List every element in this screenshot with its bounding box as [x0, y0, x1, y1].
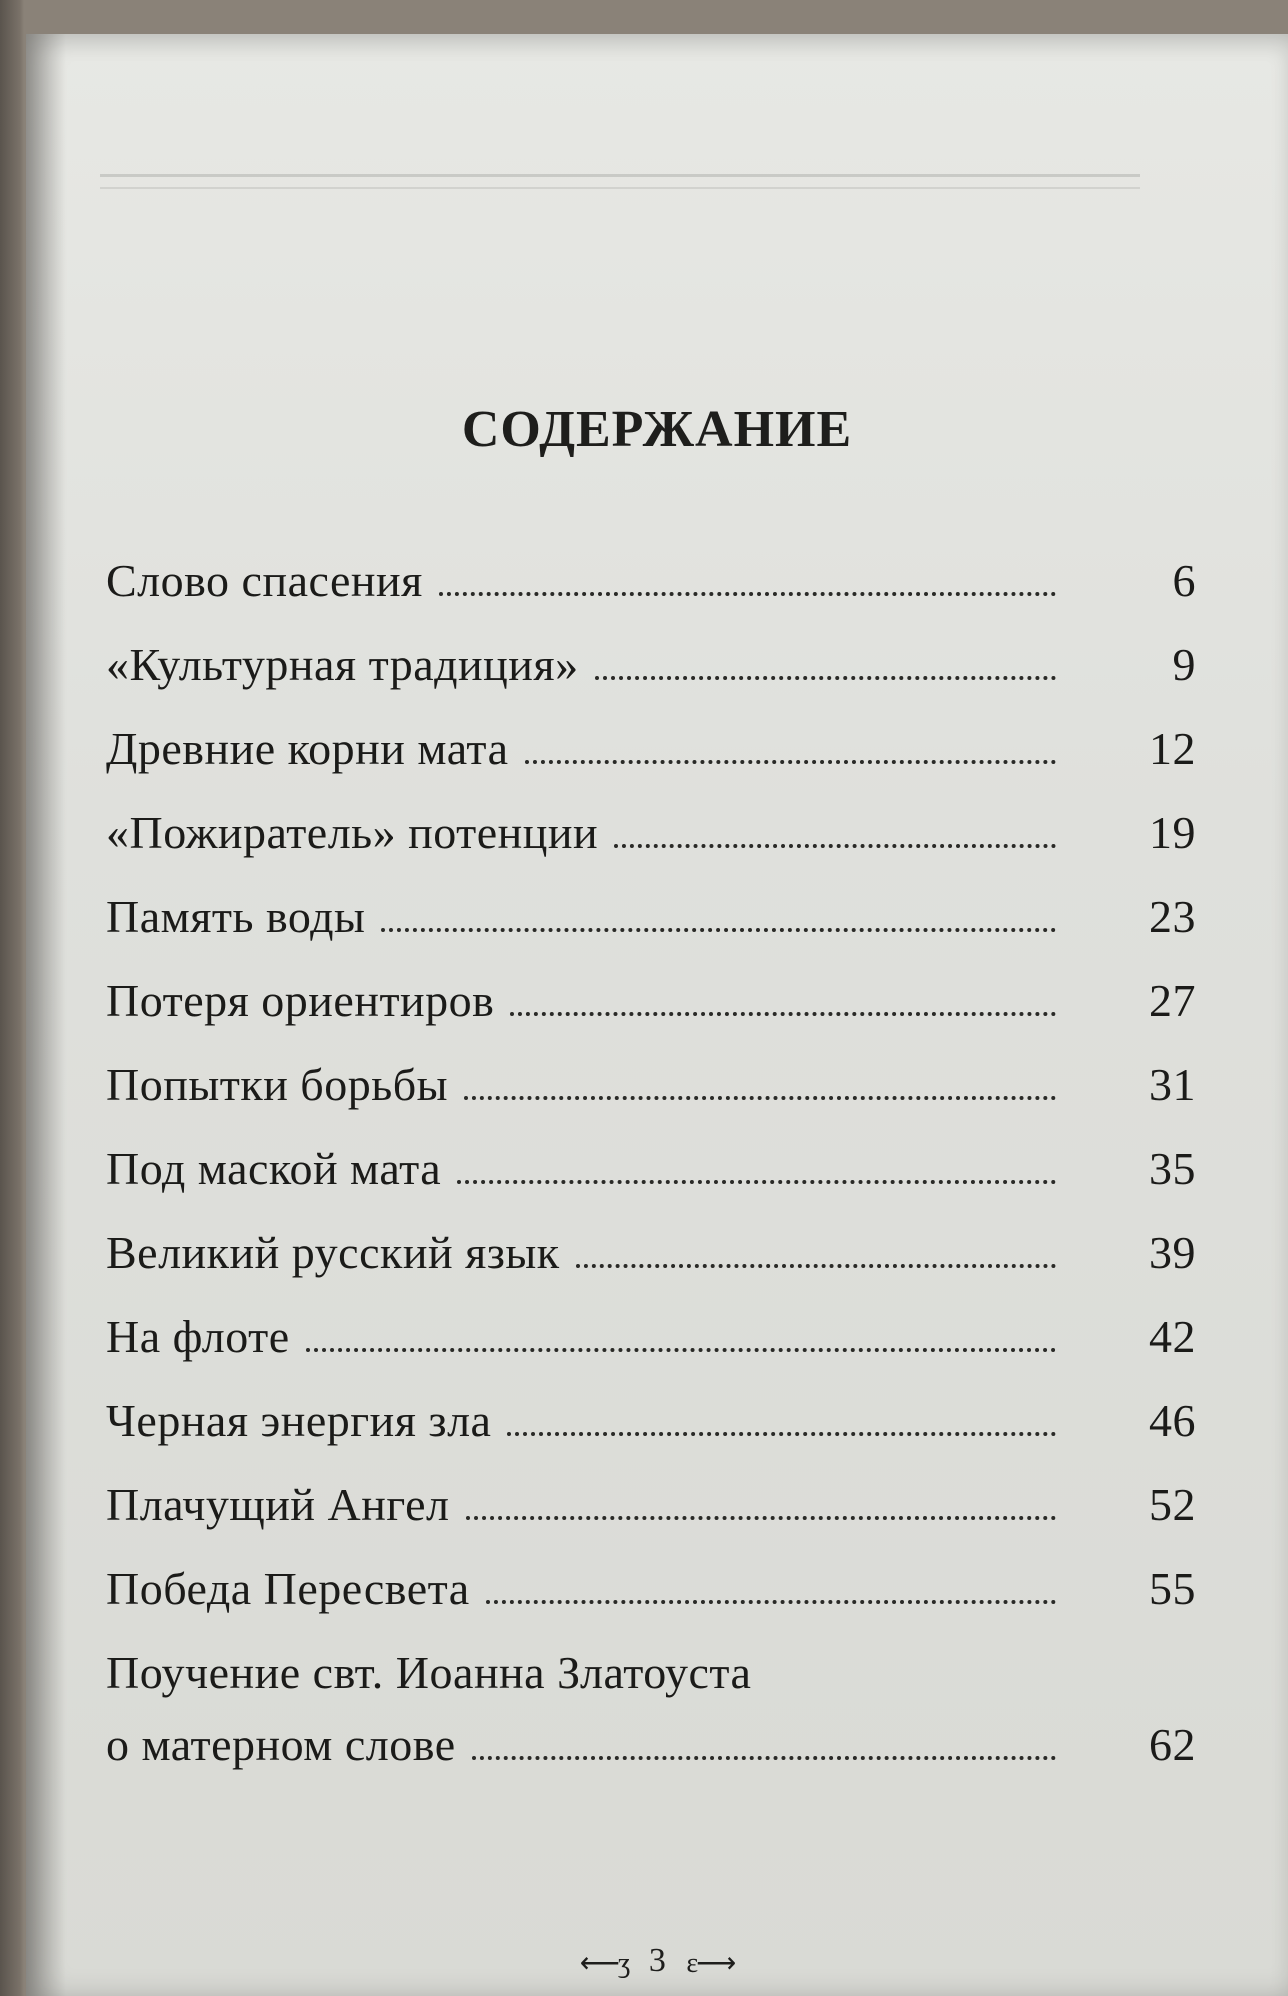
- toc-entry-page: 23: [1149, 891, 1196, 942]
- toc-entry-title: «Культурная традиция»: [106, 639, 579, 690]
- toc-entry-page: 9: [1172, 639, 1196, 690]
- toc-entry-page: 31: [1149, 1059, 1196, 1110]
- toc-entry-title: Память воды: [106, 891, 366, 942]
- dot-leader: [306, 1348, 1056, 1352]
- toc-entry-title-line1: Поучение свт. Иоанна Златоуста: [106, 1647, 752, 1698]
- toc-entry: [106, 1226, 1196, 1310]
- toc-entry: [106, 890, 1196, 974]
- dot-leader: [381, 928, 1056, 932]
- page-folio: [26, 1942, 1288, 1980]
- toc-entry: [106, 638, 1196, 722]
- toc-heading: СОДЕРЖАНИЕ: [461, 401, 853, 458]
- toc-entry-page: 52: [1149, 1479, 1196, 1530]
- toc-entry-title: Под маской мата: [106, 1143, 442, 1194]
- toc-entry: [106, 722, 1196, 806]
- toc-entry: [106, 1310, 1196, 1394]
- toc-entry-title: «Пожиратель» потенции: [106, 807, 599, 858]
- dot-leader: [464, 1096, 1056, 1100]
- toc-entry: [106, 1562, 1196, 1646]
- toc-entry-title: Древние корни мата: [106, 723, 509, 774]
- toc-list: [106, 554, 1196, 1802]
- toc-entry-line2: [106, 1718, 1196, 1802]
- toc-entry-page: 27: [1149, 975, 1196, 1026]
- dot-leader: [525, 760, 1056, 764]
- toc-entry: [106, 1478, 1196, 1562]
- toc-entry-page: 39: [1149, 1227, 1196, 1278]
- spine-shadow: [26, 34, 66, 1996]
- folio-ornament-left: ⟵ʒ: [579, 1948, 629, 1980]
- toc-entry: [106, 1142, 1196, 1226]
- toc-entry-page: 46: [1149, 1395, 1196, 1446]
- show-through-rule: [100, 174, 1140, 189]
- dot-leader: [472, 1756, 1056, 1760]
- toc-entry-title: Попытки борьбы: [106, 1059, 449, 1110]
- page-number: 3: [648, 1942, 666, 1979]
- dot-leader: [507, 1432, 1056, 1436]
- toc-entry-page: 19: [1149, 807, 1196, 858]
- toc-entry-title: Победа Пересвета: [106, 1563, 470, 1614]
- toc-entry-title: Великий русский язык: [106, 1227, 560, 1278]
- dot-leader: [510, 1012, 1056, 1016]
- toc-entry-page: 55: [1149, 1563, 1196, 1614]
- toc-entry-title: На флоте: [106, 1311, 290, 1362]
- toc-entry: [106, 554, 1196, 638]
- toc-entry-title: Плачущий Ангел: [106, 1479, 450, 1530]
- toc-entry-page: 6: [1172, 555, 1196, 606]
- dot-leader: [614, 844, 1056, 848]
- toc-entry-title: Черная энергия зла: [106, 1395, 492, 1446]
- toc-entry-title: Слово спасения: [106, 555, 423, 606]
- toc-entry-page: 42: [1149, 1311, 1196, 1362]
- dot-leader: [486, 1600, 1056, 1604]
- toc-entry-page: 12: [1149, 723, 1196, 774]
- dot-leader: [595, 676, 1056, 680]
- toc-entry: [106, 806, 1196, 890]
- toc-entry-title-line2: о матерном слове: [106, 1719, 456, 1770]
- dot-leader: [439, 592, 1056, 596]
- dot-leader: [576, 1264, 1056, 1268]
- toc-entry-last: [106, 1646, 1196, 1802]
- dot-leader: [466, 1516, 1056, 1520]
- book-page: [26, 34, 1288, 1996]
- toc-entry: [106, 1058, 1196, 1142]
- toc-entry: [106, 1394, 1196, 1478]
- toc-entry-page: 62: [1149, 1719, 1196, 1770]
- folio-ornament-right: ɛ⟶: [686, 1948, 735, 1980]
- dot-leader: [457, 1180, 1056, 1184]
- toc-entry: [106, 974, 1196, 1058]
- toc-entry-title: Потеря ориентиров: [106, 975, 495, 1026]
- toc-entry-page: 35: [1149, 1143, 1196, 1194]
